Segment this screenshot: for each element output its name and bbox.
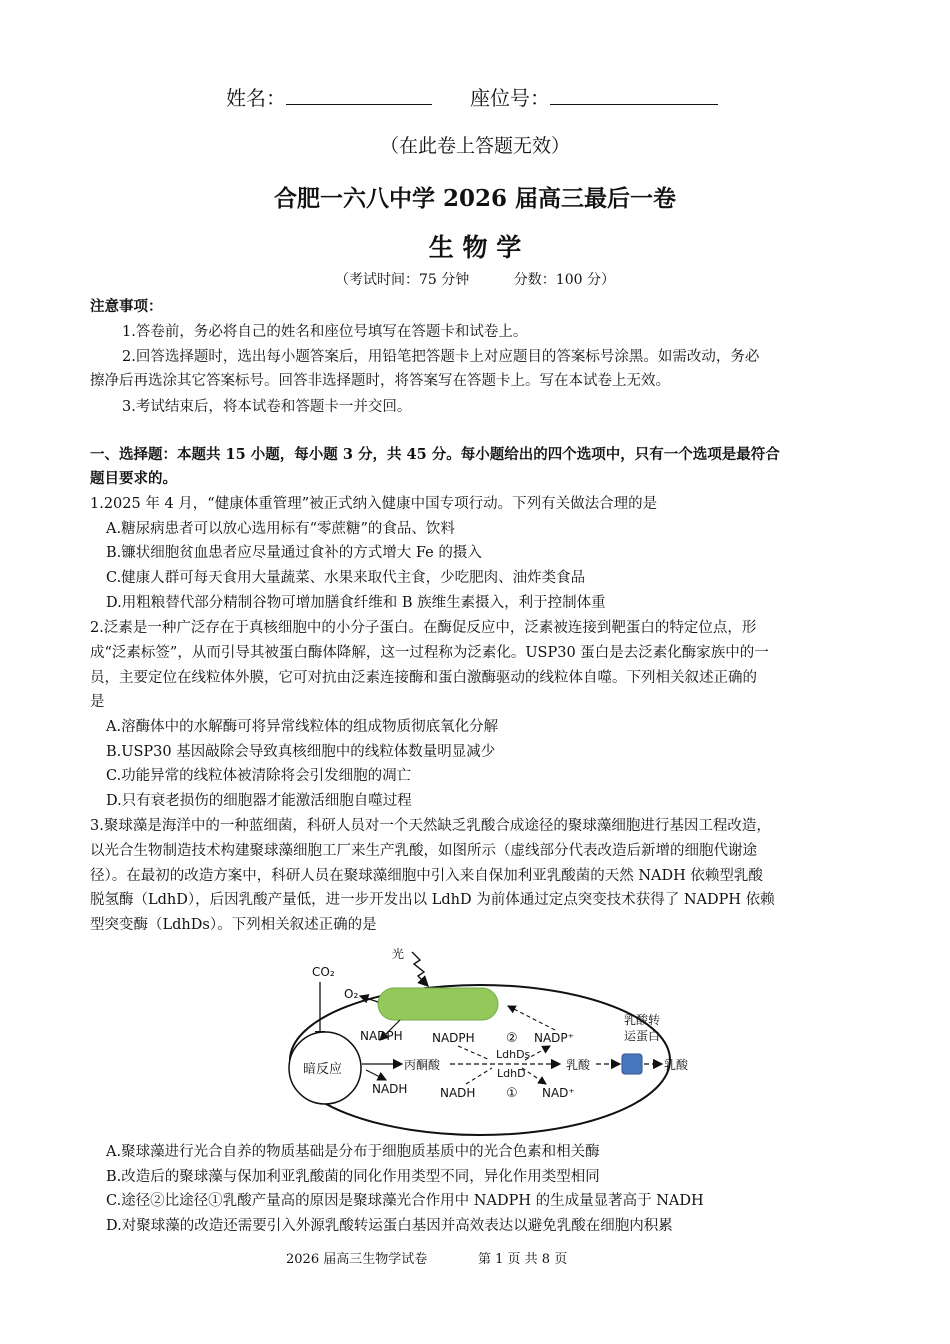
nadph-mid-label: NADPH <box>432 1031 475 1045</box>
q2-stem-line: 2.泛素是一种广泛存在于真核细胞中的小分子蛋白。在酶促反应中，泛素被连接到靶蛋白的特定位点，形 <box>90 620 757 636</box>
school-title: 合肥一六八中学 2026 届高三最后一卷 <box>273 185 677 212</box>
transporter-label-2: 运蛋白 <box>624 1029 661 1043</box>
o2-label: O₂ <box>344 987 359 1001</box>
q1-option-c[interactable]: C.健康人群可每天食用大量蔬菜、水果来取代主食，少吃肥肉、油炸类食品 <box>106 570 586 586</box>
nadph-mid-arrow <box>458 1046 490 1060</box>
light-label: 光 <box>392 947 405 961</box>
nadh-left-label: NADH <box>372 1082 408 1096</box>
q1-option-a[interactable]: A.糖尿病患者可以放心选用标有“零蔗糖”的食品、饮料 <box>106 521 455 537</box>
seat-field <box>470 82 718 111</box>
co2-label: CO₂ <box>312 965 335 979</box>
pathway-1-label: ① <box>506 1086 518 1101</box>
transporter-label-1: 乳酸转 <box>624 1013 661 1027</box>
nadph-left-label: NADPH <box>360 1029 403 1043</box>
q3-option-c[interactable]: C.途径②比途径①乳酸产量高的原因是聚球藻光合作用中 NADPH 的生成量显著高于 NADH <box>106 1193 704 1209</box>
subject-title: 生 物 学 <box>428 233 522 262</box>
exam-info: （考试时间：75 分钟 分数：100 分） <box>335 272 615 288</box>
thylakoid-shape <box>378 988 498 1020</box>
q3-stem-line: 3.聚球藻是海洋中的一种蓝细菌，科研人员对一个天然缺乏乳酸合成途径的聚球藻细胞进行基因工程改造， <box>90 818 771 834</box>
q3-stem-line: 以光合生物制造技术构建聚球藻细胞工厂来生产乳酸，如图所示（虚线部分代表改造后新增的细胞代谢途 <box>90 843 757 859</box>
section1-heading: 一、选择题：本题共 15 小题，每小题 3 分，共 45 分。每小题给出的四个选项中，只有一个选项是最符合 <box>90 446 780 463</box>
nadp-recycle-arrow <box>508 1006 555 1030</box>
nadh-mid-label: NADH <box>440 1086 476 1100</box>
nadh-mid-arrow <box>466 1068 492 1084</box>
q2-option-a[interactable]: A.溶酶体中的水解酶可将异常线粒体的组成物质彻底氧化分解 <box>106 719 499 735</box>
q3-stem-line: 脱氢酶（LdhD），后因乳酸产量低，进一步开发出以 LdhD 为前体通过定点突变技术获得了 NADPH 依赖 <box>90 892 775 908</box>
q2-option-d[interactable]: D.只有衰老损伤的细胞器才能激活细胞自噬过程 <box>106 793 412 809</box>
q3-option-a[interactable]: A.聚球藻进行光合自养的物质基础是分布于细胞质基质中的光合色素和相关酶 <box>106 1144 600 1160</box>
nad-plus-label: NAD⁺ <box>542 1086 575 1100</box>
q2-option-c[interactable]: C.功能异常的线粒体被清除将会引发细胞的凋亡 <box>106 768 412 784</box>
q3-metabolism-diagram <box>270 940 700 1140</box>
ldhd-label: LdhD <box>497 1067 526 1080</box>
notice-item-2-cont: 擦净后再选涂其它答案标号。回答非选择题时，将答案写在答题卡上。写在本试卷上无效。 <box>90 373 670 389</box>
notice-item-2: 2.回答选择题时，选出每小题答案后，用铅笔把答题卡上对应题目的答案标号涂黑。如需改动，务必 <box>122 349 760 365</box>
seat-blank[interactable] <box>550 86 718 105</box>
lactate-in-label: 乳酸 <box>566 1058 591 1072</box>
name-blank[interactable] <box>286 86 432 105</box>
q3-stem-line: 径）。在最初的改造方案中，科研人员在聚球藻细胞中引入来自保加利亚乳酸菌的天然 NADH 依赖型乳酸 <box>90 868 763 884</box>
section1-heading-cont: 题目要求的。 <box>90 470 177 487</box>
nadp-plus-label: NADP⁺ <box>534 1031 574 1045</box>
lactate-out-label: 乳酸 <box>664 1058 689 1072</box>
q3-option-d[interactable]: D.对聚球藻的改造还需要引入外源乳酸转运蛋白基因并高效表达以避免乳酸在细胞内积累 <box>106 1218 673 1234</box>
q1-option-d[interactable]: D.用粗粮替代部分精制谷物可增加膳食纤维和 B 族维生素摄入，利于控制体重 <box>106 595 606 611</box>
q3-stem-line: 型突变酶（LdhDs）。下列相关叙述正确的是 <box>90 917 377 933</box>
q2-stem-line: 是 <box>90 694 105 710</box>
notice-item-3: 3.考试结束后，将本试卷和答题卡一并交回。 <box>122 399 412 415</box>
notice-heading: 注意事项： <box>90 298 163 315</box>
pyruvate-label: 丙酮酸 <box>404 1058 441 1072</box>
q2-stem-line: 员，主要定位在线粒体外膜，它可对抗由泛素连接酶和蛋白激酶驱动的线粒体自噬。下列相关叙述正确的 <box>90 670 757 686</box>
light-arrow <box>412 952 428 986</box>
transporter-protein <box>622 1054 642 1074</box>
nad-plus-arrow <box>522 1068 546 1084</box>
q2-stem-line: 成“泛素标签”，从而引导其被蛋白酶体降解，这一过程称为泛素化。USP30 蛋白是去泛素化酶家族中的一 <box>90 645 769 661</box>
invalid-note: （在此卷上答题无效） <box>379 135 570 157</box>
q2-option-b[interactable]: B.USP30 基因敲除会导致真核细胞中的线粒体数量明显减少 <box>106 744 496 760</box>
dark-reaction-label: 暗反应 <box>303 1062 343 1077</box>
q3-option-b[interactable]: B.改造后的聚球藻与保加利亚乳酸菌的同化作用类型不同，异化作用类型相同 <box>106 1169 600 1185</box>
footer-page: 第 1 页 共 8 页 <box>478 1252 568 1267</box>
seat-label: 座位号： <box>470 86 550 110</box>
name-label: 姓名： <box>226 86 286 110</box>
q1-option-b[interactable]: B.镰状细胞贫血患者应尽量通过食补的方式增大 Fe 的摄入 <box>106 545 482 561</box>
notice-item-1: 1.答卷前，务必将自己的姓名和座位号填写在答题卡和试卷上。 <box>122 324 528 340</box>
name-field <box>226 82 432 111</box>
q1-stem: 1.2025 年 4 月，“健康体重管理”被正式纳入健康中国专项行动。下列有关做法合理的是 <box>90 496 658 512</box>
ldhds-label: LdhDs <box>496 1048 531 1061</box>
footer-left: 2026 届高三生物学试卷 <box>286 1252 428 1267</box>
pathway-2-label: ② <box>506 1031 518 1046</box>
nadh-left-arrow <box>366 1070 386 1080</box>
